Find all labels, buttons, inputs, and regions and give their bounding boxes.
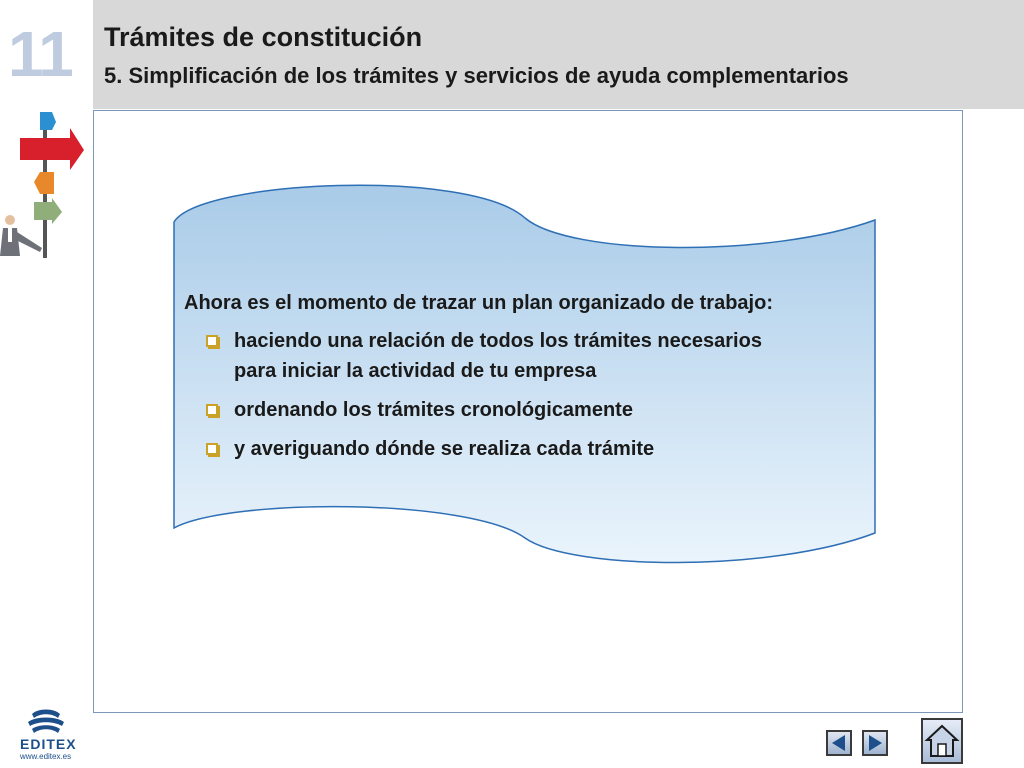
- home-button[interactable]: [921, 718, 963, 764]
- orange-arrow-icon: [34, 172, 54, 194]
- house-icon: [923, 720, 961, 762]
- triangle-right-icon: [864, 732, 886, 754]
- checkbox-bullet-icon: [206, 443, 218, 455]
- list-item: [184, 434, 864, 464]
- list-item: [184, 326, 864, 386]
- bullet-text-line: haciendo una relación de todos los trámites necesarios: [234, 330, 762, 352]
- businessman-icon: [0, 215, 42, 256]
- bullet-text-line: ordenando los trámites cronológicamente: [234, 399, 633, 421]
- chapter-number: 11: [8, 18, 72, 90]
- brand-name: EDITEX: [20, 736, 77, 752]
- bullet-text-line: para iniciar la actividad de tu empresa: [234, 360, 597, 382]
- checkbox-bullet-icon: [206, 335, 218, 347]
- page-title: Trámites de constitución: [104, 22, 423, 52]
- green-arrow-icon: [34, 198, 62, 224]
- previous-slide-button[interactable]: [826, 730, 852, 756]
- blue-arrow-icon: [40, 112, 56, 130]
- intro-text: Ahora es el momento de trazar un plan organizado de trabajo:: [184, 292, 773, 314]
- bullet-list: [184, 326, 864, 464]
- checkbox-bullet-icon: [206, 404, 218, 416]
- brand-url: www.editex.es: [20, 752, 72, 761]
- red-arrow-icon: [20, 128, 84, 170]
- page-subtitle: 5. Simplificación de los trámites y servicios de ayuda complementarios: [104, 63, 849, 88]
- signpost-illustration: [0, 108, 90, 260]
- triangle-left-icon: [828, 732, 850, 754]
- bullet-text-line: y averiguando dónde se realiza cada trámite: [234, 438, 655, 460]
- list-item: [184, 395, 864, 425]
- header-band: [93, 0, 1024, 109]
- scroll-text-block: [184, 288, 864, 473]
- next-slide-button[interactable]: [862, 730, 888, 756]
